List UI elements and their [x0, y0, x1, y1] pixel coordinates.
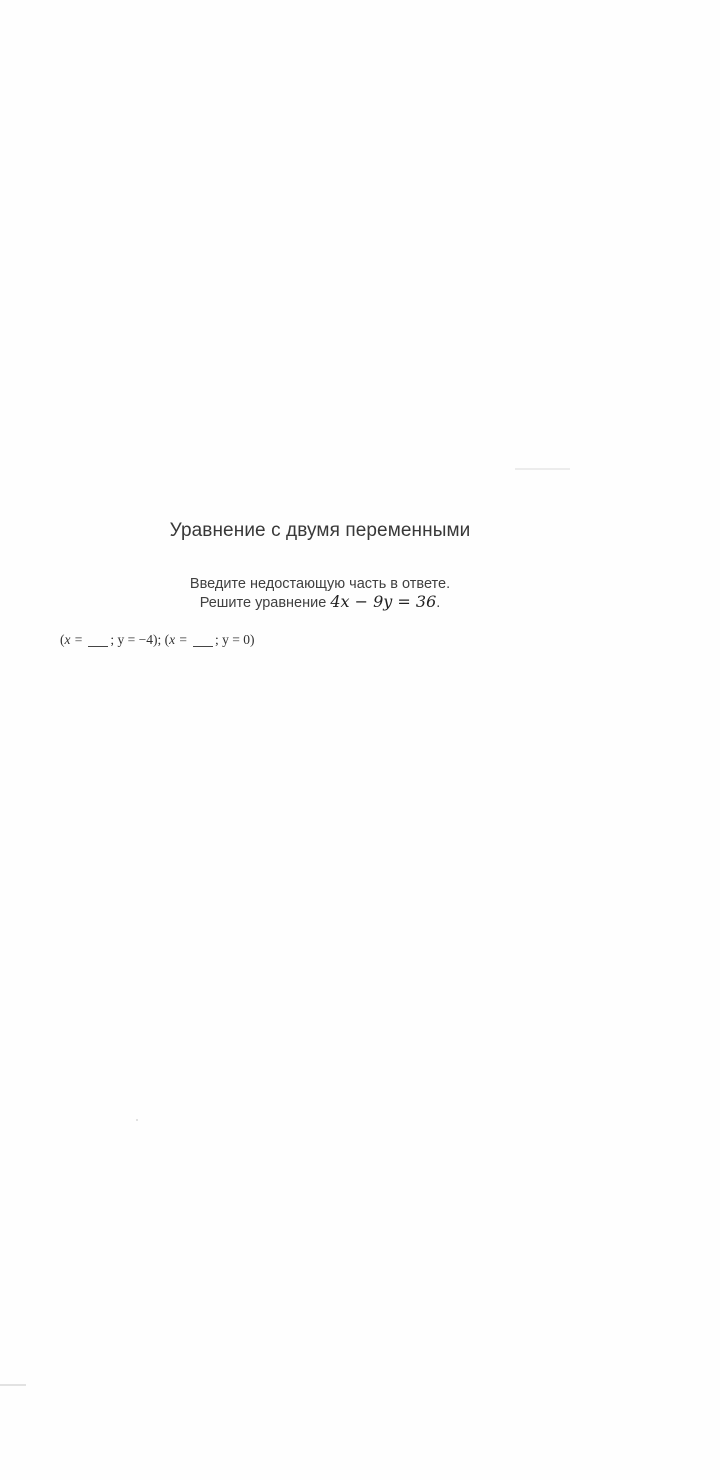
task-instructions: [0, 575, 640, 612]
equation: 4x − 9y = 36: [330, 592, 437, 611]
pair2-y-part: ; y = 0): [214, 632, 255, 647]
prompt-line: [0, 593, 640, 612]
prompt-prefix: Решите уравнение: [199, 595, 327, 611]
task-title: Уравнение с двумя переменными: [169, 520, 471, 541]
pair-separator: ;: [157, 632, 162, 647]
pair1-x-label: x =: [64, 632, 83, 647]
pair1-y-part: ; y = −4): [110, 632, 158, 647]
pair2-open: (: [164, 632, 170, 647]
answer-row: [60, 632, 254, 648]
pair2-x-label: x =: [169, 632, 188, 647]
prompt-suffix: .: [436, 595, 441, 611]
speck: [136, 1119, 138, 1121]
pair1-open: (: [60, 632, 65, 647]
pair2-x-blank-input[interactable]: [193, 633, 213, 647]
pair1-x-blank-input[interactable]: [88, 633, 108, 647]
instruction-text: Введите недостающую часть в ответе.: [189, 576, 451, 592]
faint-divider-top: [515, 468, 570, 470]
faint-divider-bottom: [0, 1384, 26, 1386]
